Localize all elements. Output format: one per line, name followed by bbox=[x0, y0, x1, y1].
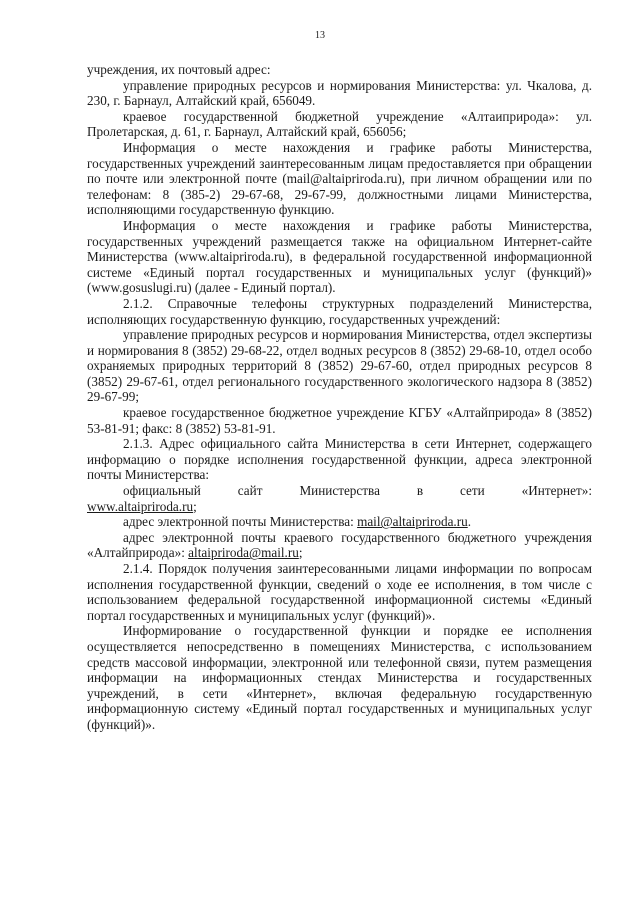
email-ministry-link[interactable]: mail@altaipriroda.ru bbox=[357, 514, 468, 530]
site-word: Министерства bbox=[299, 483, 380, 499]
paragraph-section-2-1-2: 2.1.2. Справочные телефоны структурных подразделений Министерства, исполняющих государственную функцию, государственных учреждений: bbox=[87, 295, 592, 327]
official-site-link[interactable]: www.altaipriroda.ru bbox=[87, 498, 194, 514]
site-word: в bbox=[416, 483, 424, 499]
paragraph-info-contact: Информация о месте нахождения и графике работы Министерства, государственных учреждений заинтересованным лицам предоставляется при обращении по почте или электронной почте (mail@altaipriroda.ru), при личном обращении или по телефонам: 8 (385-2) 29-67-68, 29-67-99, должностными лицами Министерства, исполняющими государственную функцию. bbox=[87, 139, 592, 218]
paragraph-section-2-1-3: 2.1.3. Адрес официального сайта Министерства в сети Интернет, содержащего информацию о порядке исполнения государственной функции, адреса электронной почты Министерства: bbox=[87, 436, 592, 483]
paragraph-phones-institution: краевое государственное бюджетное учреждение КГБУ «Алтайприрода» 8 (3852) 53-81-91; факс: 8 (3852) 53-81-91. bbox=[87, 405, 592, 436]
site-word: «Интернет»: bbox=[521, 483, 592, 499]
document-body bbox=[87, 62, 592, 733]
email-institution-link[interactable]: altaipriroda@mail.ru bbox=[188, 545, 299, 561]
paragraph-section-2-1-4: 2.1.4. Порядок получения заинтересованными лицами информации по вопросам исполнения государственной функции, сведений о ходе ее исполнения, в том числе с использованием федеральной государственной информационной системы «Единый портал государственных и муниципальных услуг (функций)». bbox=[87, 561, 592, 623]
page-number: 13 bbox=[315, 30, 325, 41]
paragraph-email-ministry: адрес электронной почты Министерства: mail@altaipriroda.ru. bbox=[123, 514, 472, 530]
paragraph-phones-department: управление природных ресурсов и нормирования Министерства, отдел экспертизы и нормирования 8 (3852) 29-68-22, отдел водных ресурсов 8 (3852) 29-68-10, отдел особо охраняемых природных территорий 8 (3852) 29-67-60, отдел природных ресурсов 8 (3852) 29-67-61, отдел регионального государственного экологического надзора 8 (3852) 29-67-99; bbox=[87, 327, 592, 405]
official-site-url-line: www.altaipriroda.ru; bbox=[87, 498, 197, 514]
paragraph-address-institution: краевое государственной бюджетной учреждение «Алтаиприрода»: ул. Пролетарская, д. 61, г. Барнаул, Алтайский край, 656056; bbox=[87, 108, 592, 140]
paragraph-info-website: Информация о месте нахождения и графике работы Министерства, государственных учреждений размещается также на официальном Интернет-сайте Министерства (www.altaipriroda.ru), в федеральной государственной информационной системе «Единый портал государственных и муниципальных услуг (функций)» (www.gosuslugi.ru) (далее - Единый портал). bbox=[87, 217, 592, 296]
paragraph-address-department: управление природных ресурсов и нормирования Министерства: ул. Чкалова, д. 230, г. Барнаул, Алтайский край, 656049. bbox=[87, 77, 592, 109]
site-word: сайт bbox=[237, 483, 263, 499]
site-word: официальный bbox=[123, 483, 201, 499]
paragraph-intro: учреждения, их почтовый адрес: bbox=[87, 62, 271, 77]
paragraph-informing: Информирование о государственной функции и порядке ее исполнения осуществляется непосредственно в помещениях Министерства, с использованием средств массовой информации, электронной или телефонной связи, путем размещения информации на информационных стендах Министерства и государственных учреждений, в сети «Интернет», включая федеральную государственную информационную систему «Единый портал государственных и муниципальных услуг (функций)». bbox=[87, 623, 592, 732]
official-site-line bbox=[87, 483, 592, 499]
paragraph-email-institution: адрес электронной почты краевого государственного бюджетного учреждения «Алтайприрода»: altaipriroda@mail.ru; bbox=[87, 529, 592, 561]
site-word: сети bbox=[460, 483, 485, 499]
